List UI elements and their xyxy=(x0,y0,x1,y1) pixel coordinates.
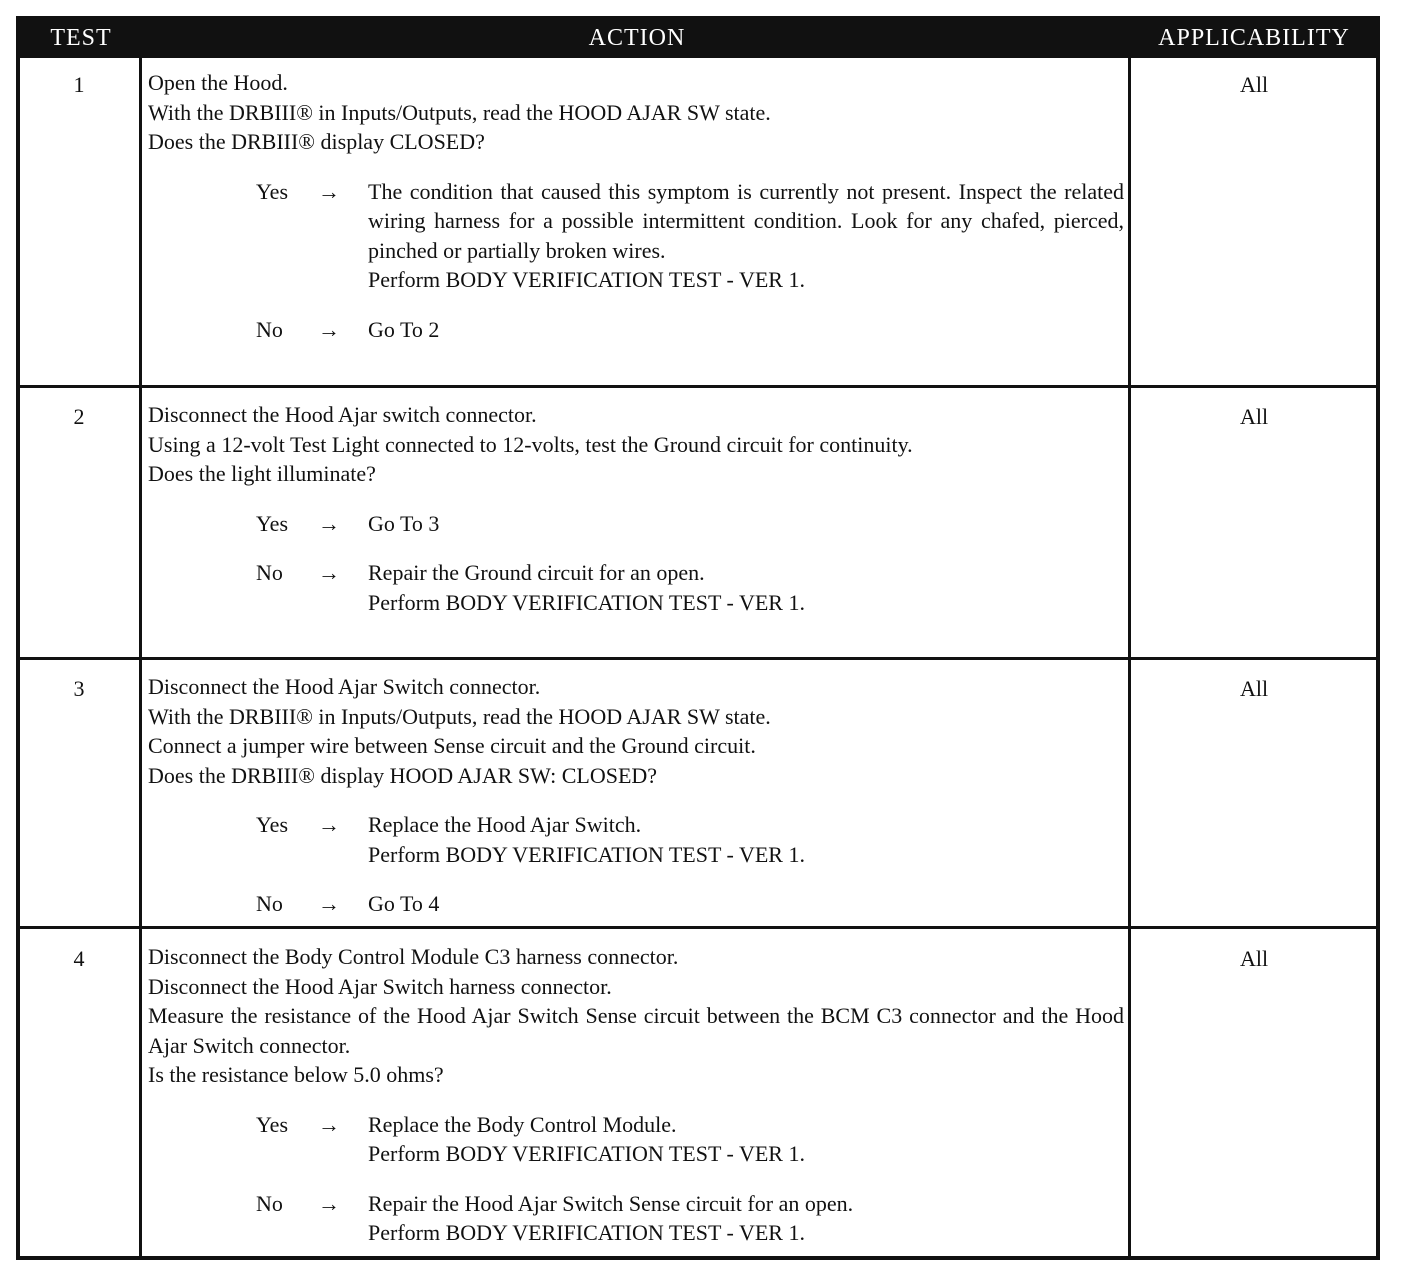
no-label: No xyxy=(256,1190,283,1216)
action-step: With the DRBIII® in Inputs/Outputs, read the HOOD AJAR SW state. xyxy=(148,703,771,729)
test-number: 2 xyxy=(73,404,85,429)
result-line: Go To 4 xyxy=(368,891,440,916)
yes-answer xyxy=(148,1110,1124,1169)
header-action: ACTION xyxy=(588,25,686,51)
arrow-icon: → xyxy=(318,1111,340,1137)
no-result xyxy=(368,1189,1124,1248)
test-number: 4 xyxy=(73,946,85,971)
no-label: No xyxy=(256,560,283,585)
yes-label: Yes xyxy=(256,510,289,536)
no-result xyxy=(368,315,1124,345)
action-step: Using a 12-volt Test Light connected to 12-volts, test the Ground circuit for continuity. xyxy=(148,431,913,457)
action-cell xyxy=(148,942,1124,1248)
row-divider-2 xyxy=(20,657,1376,660)
arrow-icon: → xyxy=(318,510,340,536)
result-line: Repair the Ground circuit for an open. xyxy=(368,560,705,585)
no-answer xyxy=(148,315,1124,345)
result-line: Replace the Body Control Module. xyxy=(368,1111,677,1137)
no-result xyxy=(368,889,1124,919)
action-step: With the DRBIII® in Inputs/Outputs, read the HOOD AJAR SW state. xyxy=(148,99,771,125)
action-step: Open the Hood. xyxy=(148,70,288,95)
action-step: Disconnect the Hood Ajar Switch harness connector. xyxy=(148,973,612,999)
no-answer xyxy=(148,558,1124,617)
result-line: Perform BODY VERIFICATION TEST - VER 1. xyxy=(368,841,805,867)
no-answer xyxy=(148,1189,1124,1248)
action-cell xyxy=(148,672,1124,919)
yes-answer xyxy=(148,509,1124,539)
result-line: Perform BODY VERIFICATION TEST - VER 1. xyxy=(368,589,805,615)
row-divider-3 xyxy=(20,926,1376,929)
action-step: Does the DRBIII® display CLOSED? xyxy=(148,129,485,154)
result-line: Perform BODY VERIFICATION TEST - VER 1. xyxy=(368,1141,805,1166)
arrow-icon: → xyxy=(318,812,340,837)
arrow-icon: → xyxy=(318,316,340,342)
yes-label: Yes xyxy=(256,812,289,837)
arrow-icon: → xyxy=(318,1190,340,1216)
result-line: Perform BODY VERIFICATION TEST - VER 1. xyxy=(368,267,805,292)
result-line: Go To 3 xyxy=(368,510,440,536)
arrow-icon: → xyxy=(318,178,340,204)
applicability-value: All xyxy=(1239,72,1269,97)
test-number: 1 xyxy=(73,72,85,97)
action-step: Disconnect the Hood Ajar switch connector. xyxy=(148,402,537,427)
action-step: Measure the resistance of the Hood Ajar Switch Sense circuit between the BCM C3 connector and the Hood Ajar Switch connector. xyxy=(148,1003,1124,1058)
yes-label: Yes xyxy=(256,1111,289,1137)
no-answer xyxy=(148,889,1124,919)
no-label: No xyxy=(256,316,283,342)
no-label: No xyxy=(256,891,283,916)
yes-result xyxy=(368,509,1124,539)
action-step: Disconnect the Hood Ajar Switch connector. xyxy=(148,674,541,699)
arrow-icon: → xyxy=(318,560,340,585)
row-divider-1 xyxy=(20,385,1376,388)
arrow-icon: → xyxy=(318,891,340,916)
action-cell xyxy=(148,68,1124,344)
yes-label: Yes xyxy=(256,178,289,204)
result-line: Repair the Hood Ajar Switch Sense circuit for an open. xyxy=(368,1190,854,1216)
action-step: Disconnect the Body Control Module C3 harness connector. xyxy=(148,944,679,969)
result-line: The condition that caused this symptom is currently not present. Inspect the related wiring harness for a possible intermittent condition. Look for any chafed, pierced, pinched or partially broken wires. xyxy=(368,178,1124,263)
applicability-value: All xyxy=(1239,404,1269,429)
action-step: Does the light illuminate? xyxy=(148,461,376,486)
header-applicability: APPLICABILITY xyxy=(1158,25,1350,51)
yes-result xyxy=(368,1110,1124,1169)
yes-result xyxy=(368,177,1124,295)
applicability-value: All xyxy=(1239,946,1269,971)
result-line: Replace the Hood Ajar Switch. xyxy=(368,812,642,837)
diagnostic-test-table xyxy=(16,16,1380,1260)
yes-answer xyxy=(148,177,1124,295)
result-line: Perform BODY VERIFICATION TEST - VER 1. xyxy=(368,1220,805,1245)
action-step: Is the resistance below 5.0 ohms? xyxy=(148,1062,444,1087)
yes-answer xyxy=(148,810,1124,869)
no-result xyxy=(368,558,1124,617)
yes-result xyxy=(368,810,1124,869)
action-cell xyxy=(148,400,1124,617)
table-header xyxy=(20,20,1376,58)
test-number: 3 xyxy=(73,676,85,701)
header-test: TEST xyxy=(50,25,112,51)
action-step: Connect a jumper wire between Sense circuit and the Ground circuit. xyxy=(148,733,756,758)
result-line: Go To 2 xyxy=(368,316,440,342)
applicability-value: All xyxy=(1239,676,1269,701)
action-step: Does the DRBIII® display HOOD AJAR SW: CLOSED? xyxy=(148,762,658,788)
